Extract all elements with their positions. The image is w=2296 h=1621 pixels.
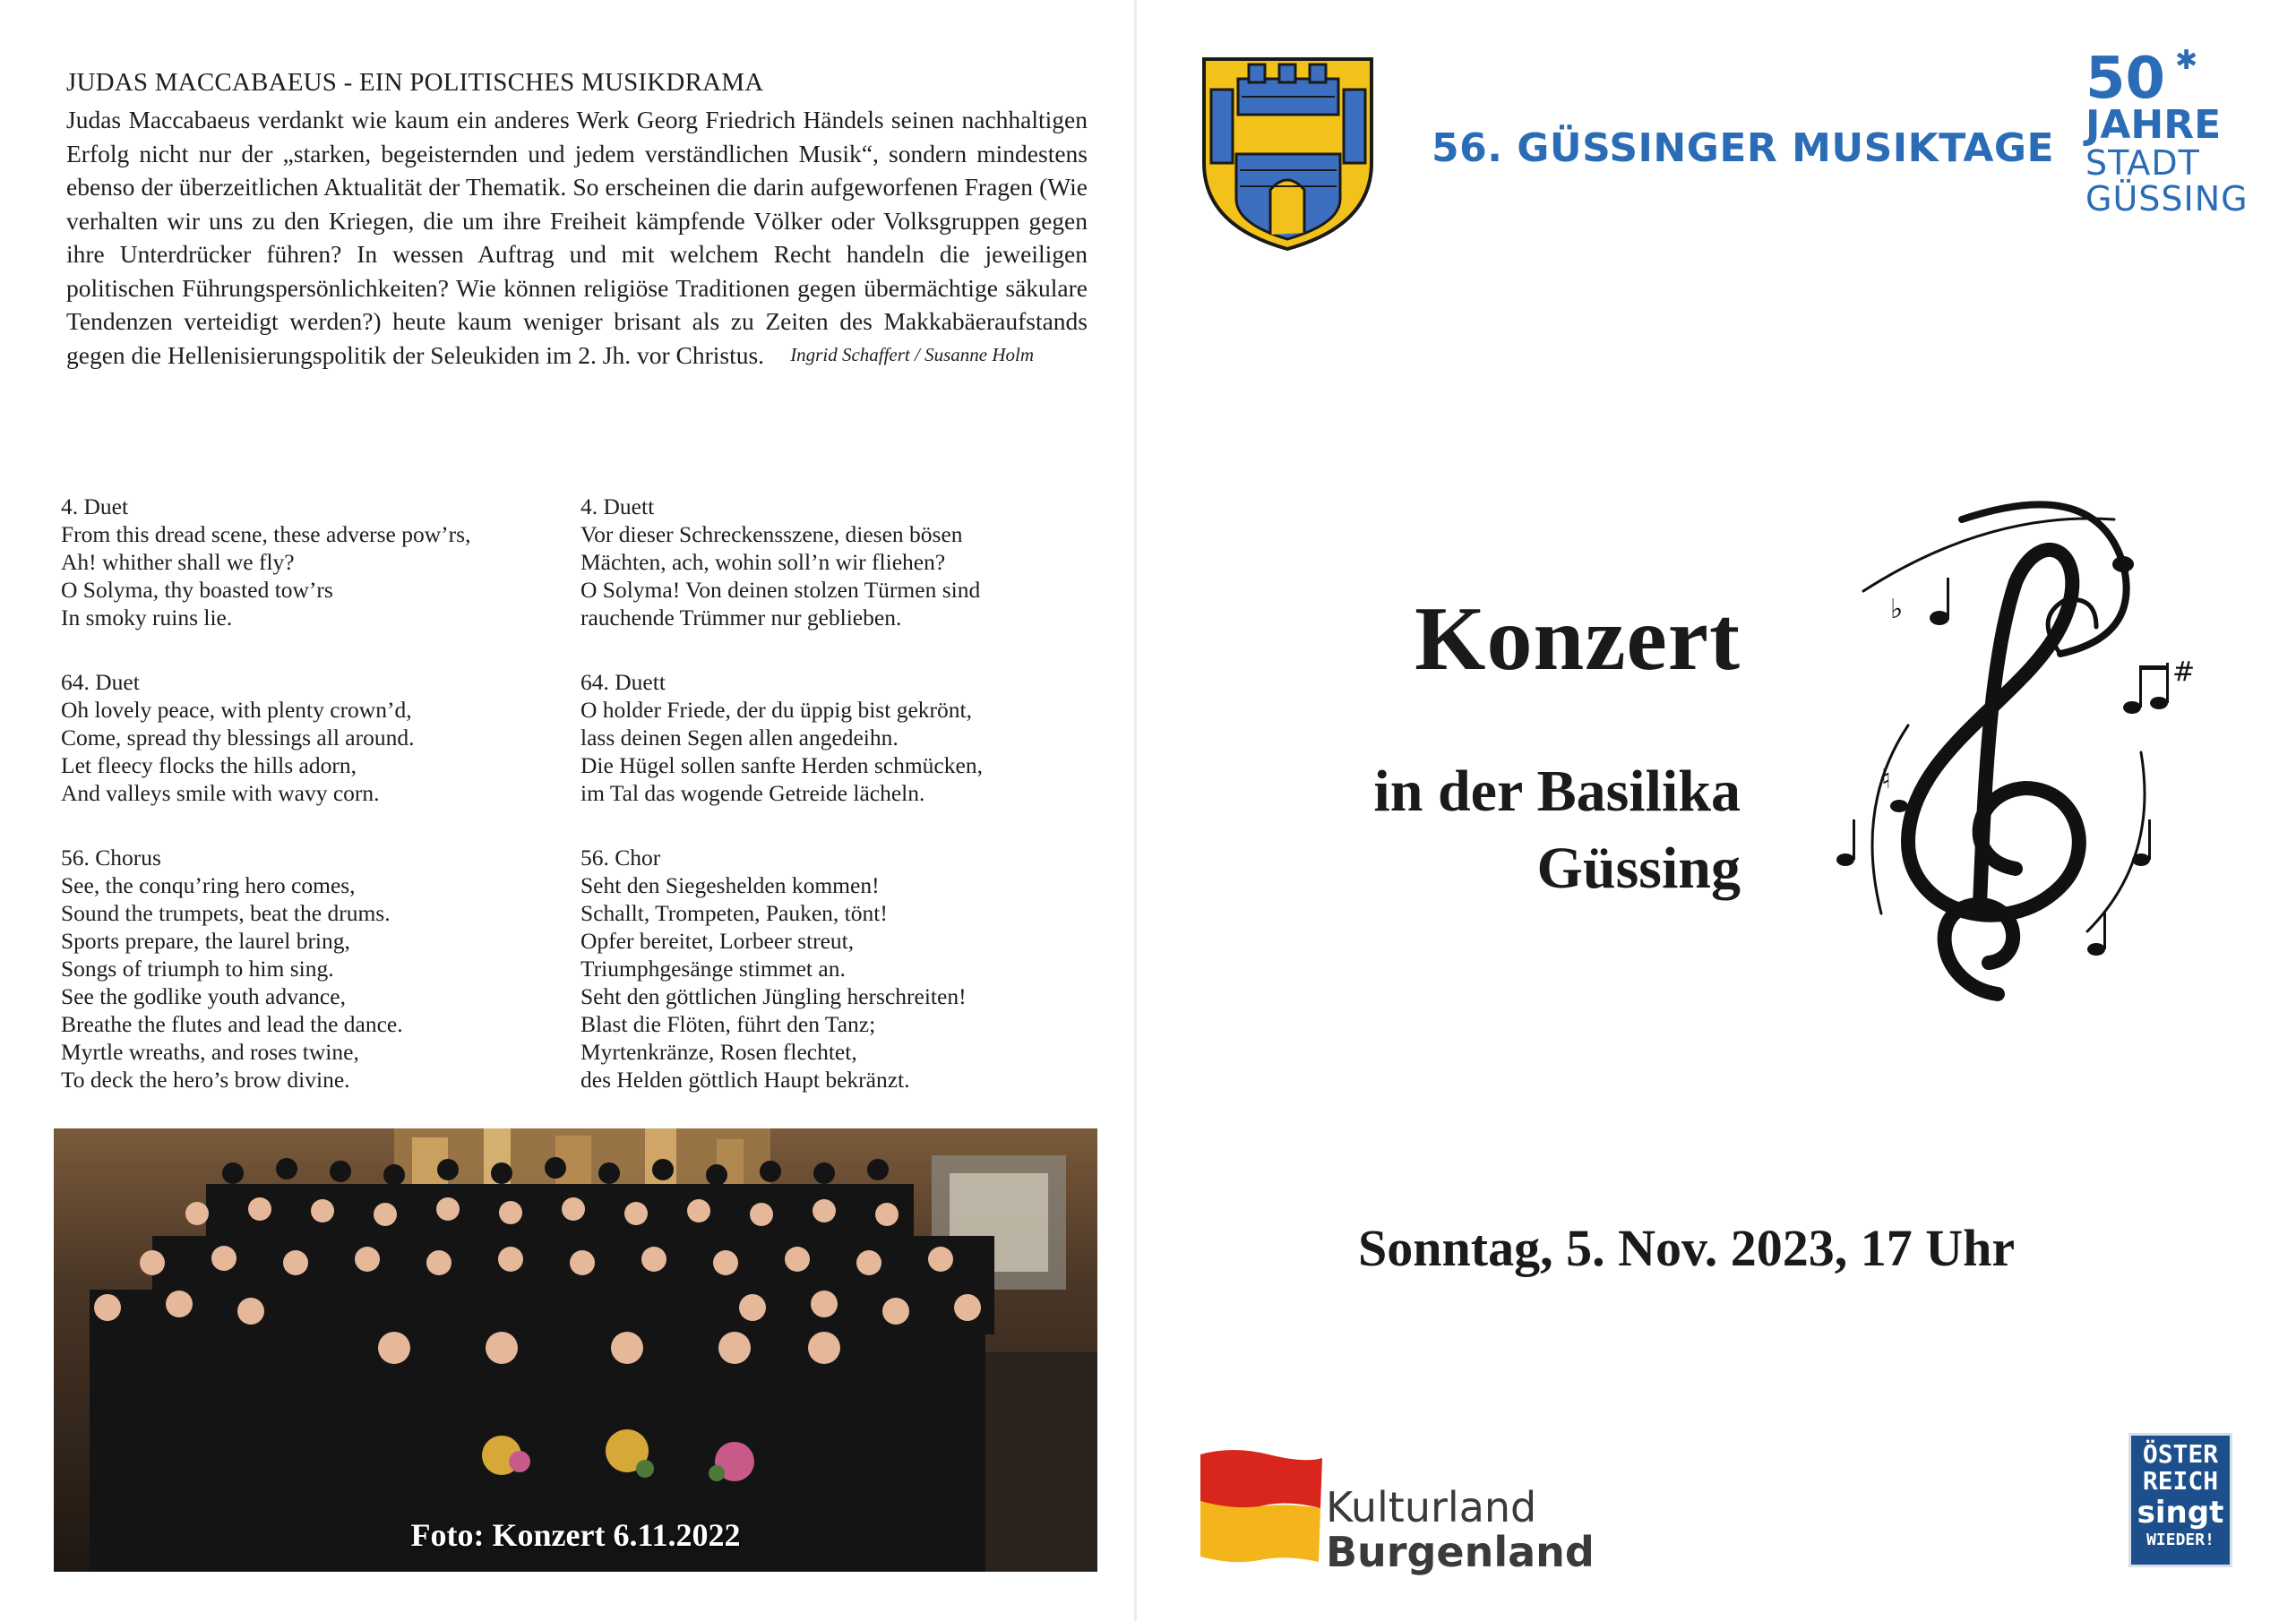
lyric-line: Come, spread thy blessings all around. — [61, 725, 415, 750]
venue-line-1: in der Basilika — [1373, 759, 1741, 824]
essay-body — [66, 103, 1088, 372]
lyric-title: 56. Chorus — [61, 845, 161, 871]
choir-photo — [54, 1128, 1097, 1572]
svg-text:♭: ♭ — [1890, 594, 1904, 625]
essay-credit: Ingrid Schaffert / Susanne Holm — [790, 343, 1034, 365]
lyric-line: See, the conqu’ring hero comes, — [61, 872, 356, 898]
lyric-line: O holder Friede, der du üppig bist gekrönt, — [580, 697, 972, 723]
anniversary-line-2: STADT — [2085, 143, 2200, 183]
lyric-line: Ah! whither shall we fly? — [61, 549, 295, 575]
lyric-line: And valleys smile with wavy corn. — [61, 780, 380, 806]
treble-clef-icon — [1827, 484, 2196, 1021]
anniversary-number: 50 — [2085, 46, 2166, 112]
star-icon: ✱ — [2175, 45, 2198, 76]
left-page — [0, 0, 1131, 1621]
lyric-line: Blast die Flöten, führt den Tanz; — [580, 1011, 876, 1037]
lyric-line: Let fleecy flocks the hills adorn, — [61, 752, 357, 778]
lyric-block — [580, 668, 1118, 807]
lyric-line: Breathe the flutes and lead the dance. — [61, 1011, 403, 1037]
essay-text: Judas Maccabaeus verdankt wie kaum ein anderes Werk Georg Friedrich Händels seinen nachhaltigen Erfolg nicht nur der „starken, begeisternden und jedem verständlichen Musik“, sondern mindestens ebenso der überzeitlichen Aktualität der Thematik. So erscheinen die darin aufgeworfenen Fragen (Wie verhalten wir uns zu den Kriegen, die um ihre Freiheit kämpfende Völker oder Volksgruppen gegen ihre Unterdrücker führen? In wessen Auftrag und mit welchem Recht handeln die jeweiligen politischen Führungspersönlichkeiten? Wie können religiöse Traditionen gegen übermächtige säkulare Tendenzen verteidigt werden?) heute kaum weniger brisant als zu Zeiten des Makkabäeraufstands gegen die Hellenisierungspolitik der Seleukiden im 2. Jh. vor Christus. — [66, 106, 1088, 369]
lyric-line: Sound the trumpets, beat the drums. — [61, 900, 391, 926]
lyric-title: 4. Duett — [580, 493, 655, 519]
lyric-block — [61, 844, 589, 1094]
essay — [66, 68, 1088, 372]
lyric-block — [61, 668, 589, 807]
kulturland-line-2: Burgenland — [1326, 1528, 1595, 1576]
choir-photo-illustration — [54, 1128, 1097, 1572]
lyric-line: Songs of triumph to him sing. — [61, 956, 334, 982]
lyric-line: To deck the hero’s brow divine. — [61, 1067, 350, 1093]
lyric-line: O Solyma! Von deinen stolzen Türmen sind — [580, 577, 981, 603]
gussing-coat-of-arms-icon — [1200, 56, 1375, 253]
lyric-line: lass deinen Segen allen angedeihn. — [580, 725, 899, 750]
kulturland-logo — [1326, 1485, 1595, 1574]
lyric-line: Vor dieser Schreckensszene, diesen bösen — [580, 521, 963, 547]
lyric-line: O Solyma, thy boasted tow’rs — [61, 577, 333, 603]
photo-caption: Foto: Konzert 6.11.2022 — [410, 1517, 741, 1553]
lyric-line: im Tal das wogende Getreide lächeln. — [580, 780, 925, 806]
concert-date: Sonntag, 5. Nov. 2023, 17 Uhr — [1358, 1219, 2016, 1277]
lyric-line: Myrtenkränze, Rosen flechtet, — [580, 1039, 857, 1065]
lyric-line: Opfer bereitet, Lorbeer streut, — [580, 928, 855, 954]
lyric-line: Sports prepare, the laurel bring, — [61, 928, 350, 954]
lyric-title: 64. Duet — [61, 669, 140, 695]
lyrics-german — [580, 493, 1118, 1130]
singt-line-3: singt — [2137, 1495, 2224, 1531]
singt-line-2: REICH — [2142, 1466, 2219, 1496]
lyric-line: From this dread scene, these adverse pow’rs, — [61, 521, 471, 547]
singt-line-1: ÖSTER — [2142, 1439, 2219, 1469]
burgenland-flag-icon — [1197, 1445, 1324, 1571]
anniversary-logo — [2085, 45, 2256, 219]
anniversary-line-3: GÜSSING — [2085, 179, 2249, 219]
svg-text:#: # — [2172, 656, 2196, 688]
essay-heading: JUDAS MACCABAEUS - EIN POLITISCHES MUSIKDRAMA — [66, 68, 764, 97]
lyric-line: des Helden göttlich Haupt bekränzt. — [580, 1067, 910, 1093]
lyric-line: Schallt, Trompeten, Pauken, tönt! — [580, 900, 888, 926]
lyric-line: In smoky ruins lie. — [61, 605, 233, 630]
lyric-line: Mächten, ach, wohin soll’n wir fliehen? — [580, 549, 946, 575]
kulturland-line-1: Kulturland — [1326, 1483, 1537, 1531]
oesterreich-singt-logo — [2128, 1433, 2232, 1567]
lyrics-english — [61, 493, 589, 1130]
festival-title: 56. GÜSSINGER MUSIKTAGE — [1432, 125, 2055, 171]
lyric-line: Seht den Siegeshelden kommen! — [580, 872, 880, 898]
lyric-line: See the godlike youth advance, — [61, 983, 346, 1009]
lyric-title: 4. Duet — [61, 493, 129, 519]
lyric-block — [580, 493, 1118, 631]
lyric-block — [580, 844, 1118, 1094]
lyric-line: Myrtle wreaths, and roses twine, — [61, 1039, 359, 1065]
lyric-title: 56. Chor — [580, 845, 661, 871]
venue-line-2: Güssing — [1536, 836, 1741, 901]
lyric-block — [61, 493, 589, 631]
anniversary-line-1: JAHRE — [2085, 102, 2222, 148]
svg-text:♮: ♮ — [1881, 764, 1891, 795]
lyric-line: Oh lovely peace, with plenty crown’d, — [61, 697, 412, 723]
lyric-line: Triumphgesänge stimmet an. — [580, 956, 846, 982]
lyric-title: 64. Duett — [580, 669, 666, 695]
lyric-line: Die Hügel sollen sanfte Herden schmücken, — [580, 752, 983, 778]
lyric-line: rauchende Trümmer nur geblieben. — [580, 605, 902, 630]
singt-line-4: WIEDER! — [2146, 1531, 2214, 1549]
lyric-line: Seht den göttlichen Jüngling herschreiten! — [580, 983, 967, 1009]
concert-title: Konzert — [1415, 588, 1741, 690]
